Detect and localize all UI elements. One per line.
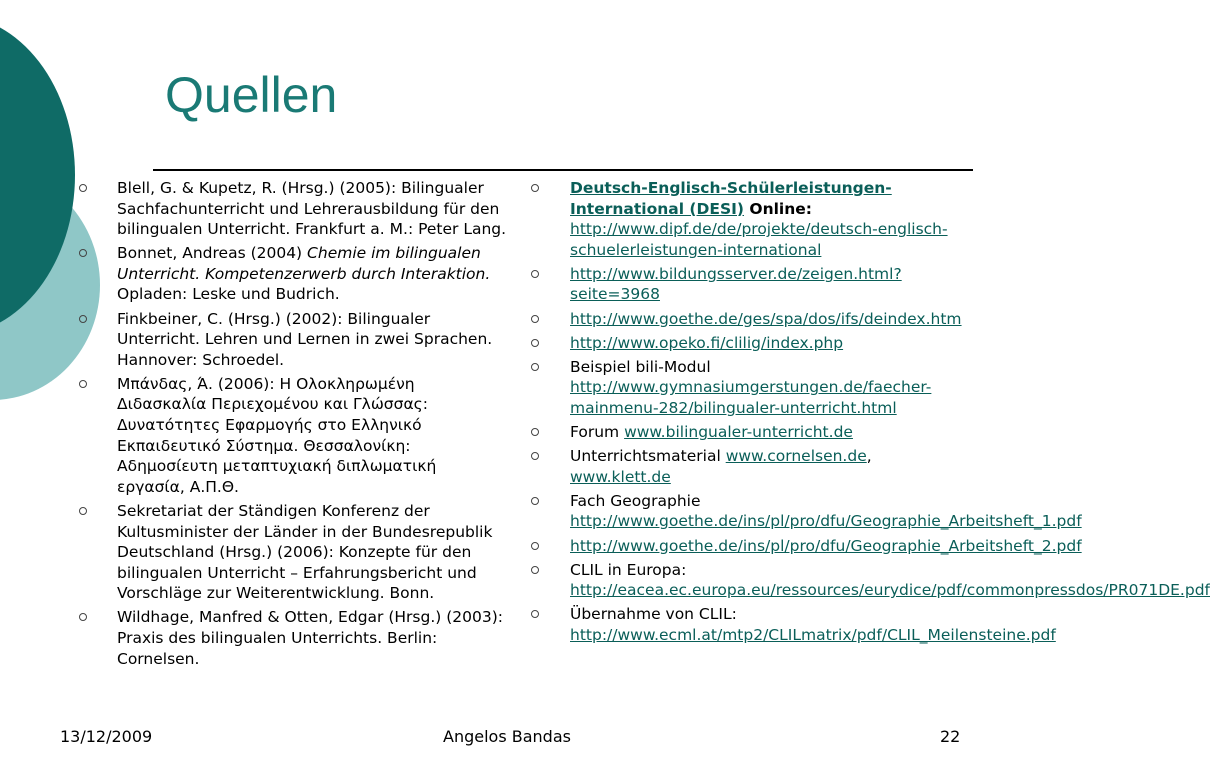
reference-text: Unterrichtsmaterial xyxy=(570,447,726,466)
right-item xyxy=(530,560,1210,601)
reference-text: , xyxy=(866,447,872,466)
reference-text: Μπάνδας, Ά. (2006): Η Ολοκληρωμένη Διδασκαλία Περιεχομένου και Γλώσσας: Δυνατότητες Εφαρμογής στο Ελληνικό Εκπαιδευτικό Σύστημα. Θεσσαλονίκη: Αδημοσίευτη μεταπτυχιακή διπλωματική εργασία, Α.Π.Θ. xyxy=(117,374,437,496)
reference-title-italic: Chemie im bilingualen Unterricht. Kompetenzerwerb durch Interaktion. xyxy=(117,244,491,283)
right-item xyxy=(530,357,970,419)
left-item xyxy=(77,309,507,371)
reference-link[interactable]: http://www.goethe.de/ins/pl/pro/dfu/Geographie_Arbeitsheft_1.pdf xyxy=(570,512,1082,531)
references-list-right xyxy=(530,178,1210,649)
reference-text: Sekretariat der Ständigen Konferenz der Kultusminister der Länder in der Bundesrepublik Deutschland (Hrsg.) (2006): Konzepte für den bilingualen Unterricht – Erfahrungsbericht und Vorschläge zur Weiterentwicklung. Bonn. xyxy=(117,501,493,603)
reference-label-bold: Online: xyxy=(744,199,812,218)
left-item xyxy=(77,501,507,604)
right-item xyxy=(530,178,970,260)
right-item xyxy=(530,333,970,354)
left-item xyxy=(77,607,507,669)
reference-link[interactable]: Deutsch-Englisch-Schülerleistungen-International (DESI) xyxy=(570,179,892,218)
reference-text: Forum xyxy=(570,423,625,442)
reference-text: Opladen: Leske und Budrich. xyxy=(117,285,340,304)
reference-link[interactable]: http://www.goethe.de/ins/pl/pro/dfu/Geographie_Arbeitsheft_2.pdf xyxy=(570,536,1082,555)
reference-link[interactable]: http://www.gymnasiumgerstungen.de/faecher-mainmenu-282/bilingualer-unterricht.html xyxy=(570,378,932,417)
reference-link[interactable]: http://www.ecml.at/mtp2/CLILmatrix/pdf/CLIL_Meilensteine.pdf xyxy=(570,625,1056,644)
reference-link[interactable]: http://www.bildungsserver.de/zeigen.html?seite=3968 xyxy=(570,264,902,304)
slide-title: Quellen xyxy=(165,67,338,123)
reference-text: Fach Geographie xyxy=(570,491,701,510)
left-item xyxy=(77,374,507,498)
reference-text: Bonnet, Andreas (2004) xyxy=(117,244,308,263)
footer-author: Angelos Bandas xyxy=(443,727,571,746)
reference-link[interactable]: http://www.opeko.fi/clilig/index.php xyxy=(570,333,844,352)
right-item xyxy=(530,422,970,443)
right-item xyxy=(530,536,1082,557)
left-item xyxy=(77,178,507,240)
reference-text: Wildhage, Manfred & Otten, Edgar (Hrsg.) (2003): Praxis des bilingualen Unterrichts. Berlin: Cornelsen. xyxy=(117,608,503,668)
reference-link[interactable]: www.bilingualer-unterricht.de xyxy=(624,423,853,442)
references-list-left xyxy=(77,178,507,673)
footer-date: 13/12/2009 xyxy=(60,727,153,746)
right-item xyxy=(530,264,970,305)
reference-link[interactable]: http://www.dipf.de/de/projekte/deutsch-englisch-schuelerleistungen-international xyxy=(570,220,948,259)
right-item xyxy=(530,446,970,487)
reference-text: Übernahme von CLIL: xyxy=(570,605,737,624)
reference-text: Blell, G. & Kupetz, R. (Hrsg.) (2005): Bilingualer Sachfachunterricht und Lehrerausbildung für den bilingualen Unterricht. Frankfurt a. M.: Peter Lang. xyxy=(117,179,507,239)
title-divider xyxy=(153,169,973,171)
reference-link[interactable]: www.cornelsen.de xyxy=(725,447,867,466)
right-item xyxy=(530,309,970,330)
right-item xyxy=(530,491,1082,532)
reference-link[interactable]: http://eacea.ec.europa.eu/ressources/eurydice/pdf/commonpressdos/PR071DE.pdf xyxy=(570,581,1210,600)
reference-link[interactable]: http://www.goethe.de/ges/spa/dos/ifs/deindex.htm xyxy=(570,309,962,328)
reference-text: Finkbeiner, C. (Hrsg.) (2002): Bilingualer Unterricht. Lehren und Lernen in zwei Sprachen. Hannover: Schroedel. xyxy=(117,309,493,369)
reference-text: Beispiel bili-Modul xyxy=(570,357,711,376)
page-number: 22 xyxy=(940,727,961,746)
reference-link[interactable]: www.klett.de xyxy=(570,467,671,486)
right-item xyxy=(530,604,1056,645)
reference-text: CLIL in Europa: xyxy=(570,560,687,579)
left-item xyxy=(77,243,507,305)
